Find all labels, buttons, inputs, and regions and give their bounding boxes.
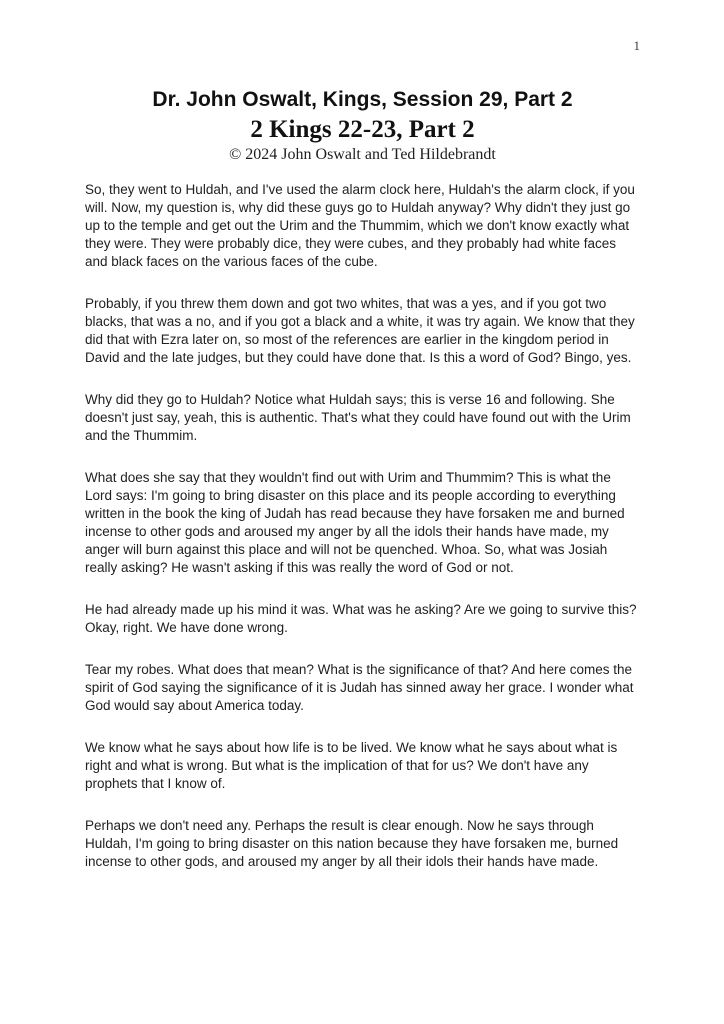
transcript-paragraph: He had already made up his mind it was. What was he asking? Are we going to survive this? Okay, right. We have done wrong. <box>85 602 637 635</box>
transcript-paragraph: So, they went to Huldah, and I've used the alarm clock here, Huldah's the alarm clock, if you will. Now, my question is, why did these guys go to Huldah anyway? Why didn't they just go up to the temple and get out the Urim and the Thummim, which we don't know exactly what they were. They were probably dice, they were cubes, and they probably had white faces and black faces on the various faces of the cube. <box>85 182 635 269</box>
transcript-body <box>85 181 641 871</box>
document-subtitle: 2 Kings 22-23, Part 2 <box>250 116 475 143</box>
document-title: Dr. John Oswalt, Kings, Session 29, Part 2 <box>152 88 573 111</box>
transcript-paragraph: Tear my robes. What does that mean? What is the significance of that? And here comes the spirit of God saying the significance of it is Judah has sinned away her grace. I wonder what God would say about America today. <box>85 662 634 713</box>
page-number: 1 <box>633 38 640 53</box>
transcript-paragraph: Probably, if you threw them down and got two whites, that was a yes, and if you got two blacks, that was a no, and if you got a black and a white, it was try again. We know that they did that with Ezra later on, so most of the references are earlier in the kingdom period in David and the late judges, but they could have done that. Is this a word of God? Bingo, yes. <box>85 296 635 365</box>
copyright-line: © 2024 John Oswalt and Ted Hildebrandt <box>229 146 496 163</box>
document-header <box>85 87 640 165</box>
transcript-paragraph: Perhaps we don't need any. Perhaps the result is clear enough. Now he says through Huldah, I'm going to bring disaster on this nation because they have forsaken me, burned incense to other gods, and aroused my anger by all their idols their hands have made. <box>85 818 619 869</box>
transcript-paragraph: What does she say that they wouldn't find out with Urim and Thummim? This is what the Lord says: I'm going to bring disaster on this place and its people according to everything written in the book the king of Judah has read because they have forsaken me and burned incense to other gods and aroused my anger by all the idols their hands have made, my anger will burn against this place and will not be quenched. Whoa. So, what was Josiah really asking? He wasn't asking if this was really the word of God or not. <box>85 470 625 575</box>
transcript-paragraph: We know what he says about how life is to be lived. We know what he says about what is right and what is wrong. But what is the implication of that for us? We don't have any prophets that I know of. <box>85 740 618 791</box>
transcript-paragraph: Why did they go to Huldah? Notice what Huldah says; this is verse 16 and following. She doesn't just say, yeah, this is authentic. That's what they could have found out with the Urim and the Thummim. <box>85 392 631 443</box>
